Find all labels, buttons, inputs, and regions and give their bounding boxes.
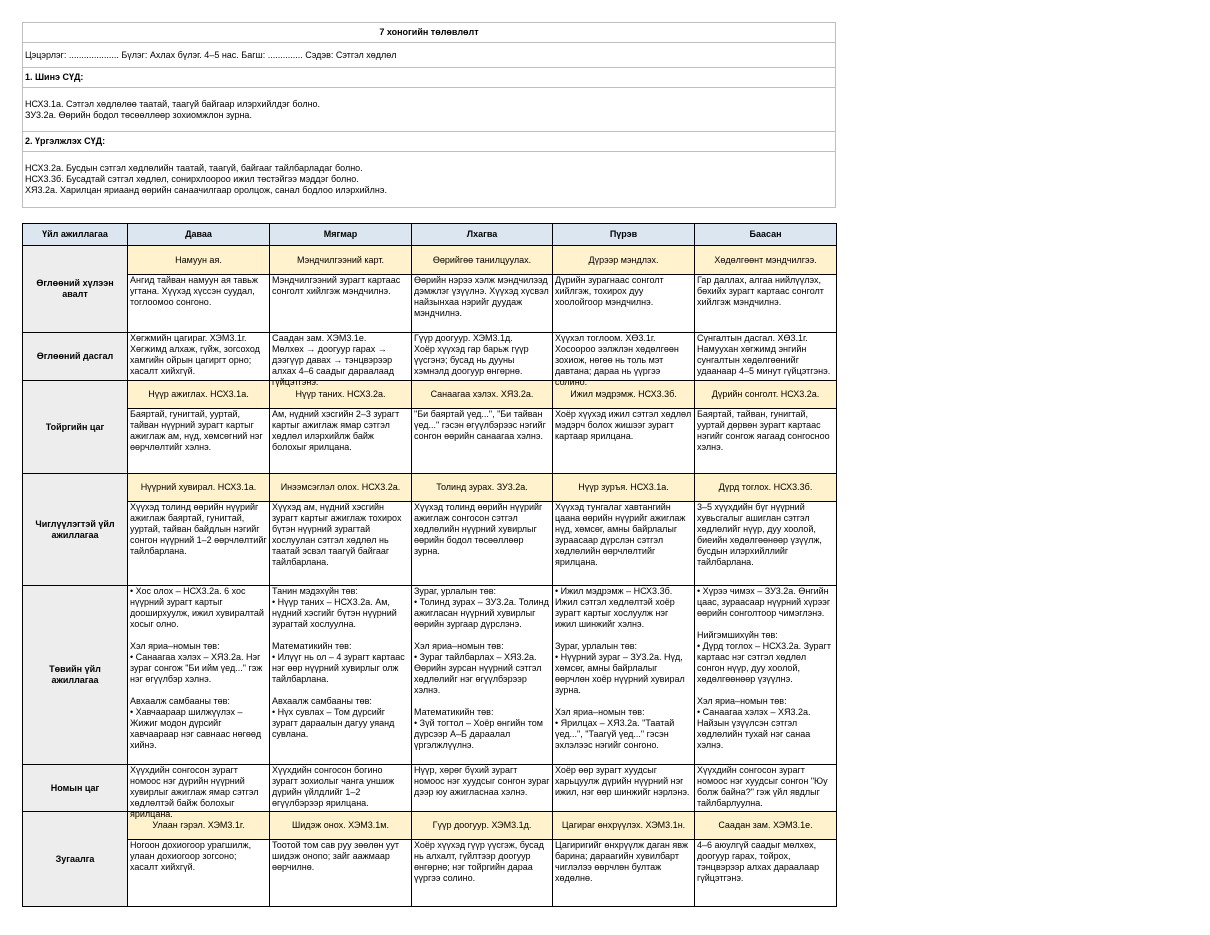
table-cell: Хүүхдийн сонгосон богино зурагт зохиолыг чанга уншиж дүрийн үйлдлийг 1–2 өгүүлбэрээр ярилцана. <box>272 765 395 808</box>
table-cell: Хүүхдийн сонгосон зурагт номоос нэг хуудсыг сонгон "Юу болж байна?" гэж үйл явдлыг тайлбарлуулна. <box>697 765 828 808</box>
activity-title: Дүрд тоглох. НСХ3.3б. <box>695 474 837 502</box>
header-table <box>22 22 836 208</box>
activity-label: Төвийн үйл ажиллагаа <box>23 586 128 765</box>
table-cell: Хүүхэд ам, нүдний хэсгийн зурагт картыг ажиглаж тохирох бүтэн нүүрний зурагтай хослуулан сэтгэл хөдлөл нь таатай эсвэл таагүй байгааг тайлбарлана. <box>272 502 402 567</box>
table-cell: Хоёр өөр зурагт хуудсыг харьцуулж дүрийн нүүрний нэг ижил, нэг өөр шинжийг нэрлэнэ. <box>555 765 690 797</box>
column-header-wednesday: Лхагва <box>412 224 553 246</box>
table-cell: Хөгжмийн цагираг. ХЭМ3.1г. Хөгжимд алхаж, гүйж, зогсоход хамгийн ойрын цагиргт орно; хасалт хийхгүй. <box>130 333 260 376</box>
activity-title: Нүүр зуръя. НСХ3.1а. <box>553 474 695 502</box>
table-cell: Ногоон дохиогоор урагшилж, улаан дохиогоор зогсоно; хасалт хийхгүй. <box>130 840 252 872</box>
table-row <box>23 502 837 586</box>
table-row <box>23 765 837 812</box>
table-cell: Баяртай, тайван, гунигтай, ууртай дөрвөн зурагт картаас нэгийг сонгож яагаад сонгосноо хэлнэ. <box>697 409 830 452</box>
table-cell: "Би баяртай үед...", "Би тайван үед..." гэсэн өгүүлбэрээс нэгийг сонгон өөрийн санаагаа хэлнэ. <box>414 409 546 441</box>
table-cell: Өөрийн нэрээ хэлж мэндчилээд дэмжлэг үзүүлнэ. Хүүхэд хүсвэл найзынхаа нэрийг дуудаж мэндчилнэ. <box>414 275 549 318</box>
cont-sud-text: НСХ3.2а. Бусдын сэтгэл хөдлөлийн таатай, таагүй, байгааг тайлбарладаг болно. НСХ3.3б. Бусадтай сэтгэл хөдлөл, сонирхлоороо ижил төстэйгээ мэддэг болно. ХЯ3.2а. Харилцан яриаанд өөрийн санаачилгаар оролцож, санал бодлоо илэрхийлнэ. <box>23 152 836 208</box>
activity-title: Санаагаа хэлэх. ХЯ3.2а. <box>412 381 553 409</box>
table-cell: Мэндчилгээний зурагт картаас сонголт хийлгэж мэндчилнэ. <box>272 275 401 296</box>
activity-label: Өглөөний дасгал <box>23 333 128 381</box>
activity-label: Зугаалга <box>23 812 128 907</box>
column-header-tuesday: Мягмар <box>270 224 412 246</box>
table-cell: Дүрийн зурагнаас сонголт хийлгэж, тохирох дуу хоолойгоор мэндчилнэ. <box>555 275 664 307</box>
activity-title: Гүүр доогуур. ХЭМ3.1д. <box>412 812 553 840</box>
activity-title: Шидэж онох. ХЭМ3.1м. <box>270 812 412 840</box>
table-cell: Хүүхэл тоглоом. ХӨ3.1г. Хосоороо ээлжлэн хөдөлгөөн зохиож, нөгөө нь толь мэт давтана; дараа нь үүргээ солино. <box>555 333 679 387</box>
table-cell: Цагиригийг өнхрүүлж даган явж барина; дараагийн хувилбарт чиглэлээ өөрчлөн бултаж хөдөлнө. <box>555 840 688 883</box>
table-row <box>23 246 837 275</box>
activity-title: Инээмсэглэл олох. НСХ3.2а. <box>270 474 412 502</box>
activity-title: Нүүр таних. НСХ3.2а. <box>270 381 412 409</box>
table-cell: Хоёр хүүхэд гүүр үүсгэж, бусад нь алхалт, гүйлтээр доогуур өнгөрнө; нэг тойргийн дараа үүргээ солино. <box>414 840 544 883</box>
page-title: 7 хоногийн төлөвлөлт <box>23 23 836 43</box>
table-cell: • Хүрээ чимэх – ЗУ3.2а. Өнгийн цаас, зураасаар нүүрний хүрээг өөрийн сонголтоор чимэглэнэ. Нийгэмшихүйн төв: • Дүрд тоглох – НСХ3.2а. Зурагт картаас нэг сэтгэл хөдлөл сонгон нүүр, дуу хоолой, хөдөлгөөнөөр үзүүлнэ. Хэл яриа–номын төв: • Санаагаа хэлэх – ХЯ3.2а. Найзын үзүүлсэн сэтгэл хөдлөлийн тухай нэг санаа хэлнэ. <box>697 586 831 750</box>
table-cell: Ангид тайван намуун ая тавьж угтана. Хүүхэд хүссэн суудал, тоглоомоо сонгоно. <box>130 275 258 307</box>
activity-title: Хөдөлгөөнт мэндчилгээ. <box>695 246 837 275</box>
table-row <box>23 381 837 409</box>
column-header-friday: Баасан <box>695 224 837 246</box>
activity-title: Цагираг өнхрүүлэх. ХЭМ3.1н. <box>553 812 695 840</box>
activity-title: Намуун ая. <box>128 246 270 275</box>
table-cell: Гүүр доогуур. ХЭМ3.1д. Хоёр хүүхэд гар барьж гүүр үүсгэнэ; бусад нь дууны хэмнэлд доогуур өнгөрнө. <box>414 333 529 376</box>
activity-label: Өглөөний хүлээн авалт <box>23 246 128 333</box>
activity-title: Өөрийгөө танилцуулах. <box>412 246 553 275</box>
table-cell: Хоёр хүүхэд ижил сэтгэл хөдлөл мэдэрч болох жишээг зурагт картаар ярилцана. <box>555 409 692 441</box>
table-row <box>23 409 837 474</box>
activity-title: Нүүрний хувирал. НСХ3.1а. <box>128 474 270 502</box>
table-row <box>23 586 837 765</box>
table-cell: Гар даллах, алгаа нийлүүлэх, бөхийх зурагт картаас сонголт хийлгэж мэндчилнэ. <box>697 275 824 307</box>
table-header-row <box>23 224 837 246</box>
activity-title: Мэндчилгээний карт. <box>270 246 412 275</box>
table-cell: 4–6 аюулгүй саадыг мөлхөх, доогуур гарах, тойрох, тэнцвэрээр алхах дараалаар гүйцэтгэнэ. <box>697 840 820 883</box>
activity-label: Чиглүүлэгтэй үйл ажиллагаа <box>23 474 128 586</box>
table-cell: Нүүр, хөрөг бүхий зурагт номоос нэг хуудсыг сонгон зураг дээр юу ажигласнаа хэлнэ. <box>414 765 550 797</box>
activity-title: Ижил мэдрэмж. НСХ3.3б. <box>553 381 695 409</box>
table-cell: 3–5 хүүхдийн бүг нүүрний хувьсгалыг ашиглан сэтгэл хөдлөлийг нүүр, дуу хоолой, биеийн хөдөлгөөнөөр үзүүлж, бусдын илэрхийллийг тайлбарлана. <box>697 502 822 567</box>
new-sud-text: НСХ3.1а. Сэтгэл хөдлөлөө таатай, таагүй байгаар илэрхийлдэг болно. ЗУ3.2а. Өөрийн бодол төсөөллөөр зохиомжлон зурна. <box>23 88 836 132</box>
table-cell: Баяртай, гунигтай, ууртай, тайван нүүрний зурагт картыг ажиглаж ам, нүд, хөмсөгний нэг өөрчлөлтийг хэлнэ. <box>130 409 263 452</box>
activity-title: Дүрээр мэндлэх. <box>553 246 695 275</box>
table-cell: Сүнгалтын дасгал. ХӨ3.1г. Намуухан хөгжимд энгийн сунгалтын хөдөлгөөнийг удаанаар 4–5 минут гүйцэтгэнэ. <box>697 333 831 376</box>
table-row <box>23 474 837 502</box>
table-cell: Ам, нүдний хэсгийн 2–3 зурагт картыг ажиглаж ямар сэтгэл хөдлөл илэрхийлж байж болохыг ярилцана. <box>272 409 400 452</box>
table-row <box>23 840 837 907</box>
table-cell: Саадан зам. ХЭМ3.1е. Мөлхөх → доогуур гарах → дээгүүр давах → тэнцвэрээр алхах 4–6 саадыг дараалаад гүйцэтгэнэ. <box>272 333 394 387</box>
plan-info: Цэцэрлэг: .................... Бүлэг: Ахлах бүлэг. 4–5 нас. Багш: .............. Сэдэв: Сэтгэл хөдлөл <box>23 43 836 68</box>
cont-sud-heading: 2. Үргэлжлэх СҮД: <box>23 132 836 152</box>
table-cell: Хүүхэд толинд өөрийн нүүрийг ажиглаж баяртай, гунигтай, ууртай, тайван байдлын нэгийг сонгон нүүрний 1–2 өөрчлөлтийг тайлбарлана. <box>130 502 267 556</box>
table-cell: Танин мэдэхүйн төв: • Нүүр таних – НСХ3.2а. Ам, нүдний хэсгийг бүтэн нүүрний зурагтай хослуулна. Математикийн төв: • Илүүг нь ол – 4 зурагт картаас нэг өөр нүүрний хувирлыг олж тайлбарлана. Авхаалж самбааны төв: • Нүх сувлах – Том дүрсийг зурагт дараалын дагуу уяанд сувлана. <box>272 586 405 739</box>
table-cell: • Хос олох – НСХ3.2а. 6 хос нүүрний зурагт картыг дооширхуулж, ижил хувиралтай хосыг олно. Хэл яриа–номын төв: • Санаагаа хэлэх – ХЯ3.2а. Нэг зураг сонгож "Би ийм үед..." гэж нэг өгүүлбэр хэлнэ. Авхаалж самбааны төв: • Хавчаараар шилжүүлэх – Жижиг модон дүрсийг хавчаараар нэг савнаас нөгөөд хийнэ. <box>130 586 264 750</box>
activity-label: Номын цаг <box>23 765 128 812</box>
column-header-monday: Даваа <box>128 224 270 246</box>
new-sud-heading: 1. Шинэ СҮД: <box>23 68 836 88</box>
table-cell: Тоотой том сав руу зөөлөн уут шидэж онono; зайг аажмаар өөрчилнө. <box>272 840 400 872</box>
weekly-plan-table <box>22 223 837 907</box>
table-cell: Хүүхэд толинд өөрийн нүүрийг ажиглаж сонгосон сэтгэл хөдлөлийн нүүрний хувирлыг өөрийн бодол төсөөллөөр зурна. <box>414 502 543 556</box>
table-row <box>23 333 837 381</box>
table-cell: Хүүхдийн сонгосон зурагт номоос нэг дүрийн нүүрний хувирлыг ажиглаж ямар сэтгэл хөдлөлтэй байж болохыг ярилцана. <box>130 765 259 819</box>
column-header-thursday: Пүрэв <box>553 224 695 246</box>
activity-label: Тойргийн цаг <box>23 381 128 474</box>
activity-title: Саадан зам. ХЭМ3.1е. <box>695 812 837 840</box>
activity-title: Нүүр ажиглах. НСХ3.1а. <box>128 381 270 409</box>
table-cell: Хүүхэд тунгалаг хавтангийн цаана өөрийн нүүрийг ажиглаж нүд, хөмсөг, амны байрлалыг зураасаар дүрслэн сэтгэл хөдлөлийн өөрчлөлтийг ярилцана. <box>555 502 686 567</box>
column-header-activity: Үйл ажиллагаа <box>23 224 128 246</box>
table-cell: • Ижил мэдрэмж – НСХ3.3б. Ижил сэтгэл хөдлөлтэй хоёр зурагт картыг хослуулж нэг ижил шинжийг хэлнэ. Зураг, урлалын төв: • Нүүрний зураг – ЗУ3.2а. Нүд, хөмсөг, амны байрлалыг өөрчлөн хоёр нүүрний хувирал зурна. Хэл яриа–номын төв: • Ярилцах – ХЯ3.2а. "Таатай үед...", "Таагүй үед..." гэсэн эхлэлээс нэгийг сонгоно. <box>555 586 685 750</box>
table-row <box>23 275 837 333</box>
table-cell: Зураг, урлалын төв: • Толинд зурах – ЗУ3.2а. Толинд ажигласан нүүрний хувирлыг өөрийн зургаар дүрслэнэ. Хэл яриа–номын төв: • Зураг тайлбарлах – ХЯ3.2а. Өөрийн зурсан нүүрний сэтгэл хөдлөлийг нэг өгүүлбэрээр хэлнэ. Математикийн төв: • Зүй тогтол – Хоёр өнгийн том дүрсээр А–Б дараалал үргэлжлүүлнэ. <box>414 586 549 750</box>
plan-header <box>22 22 836 208</box>
activity-title: Улаан гэрэл. ХЭМ3.1г. <box>128 812 270 840</box>
activity-title: Дүрийн сонголт. НСХ3.2а. <box>695 381 837 409</box>
activity-title: Толинд зурах. ЗУ3.2а. <box>412 474 553 502</box>
